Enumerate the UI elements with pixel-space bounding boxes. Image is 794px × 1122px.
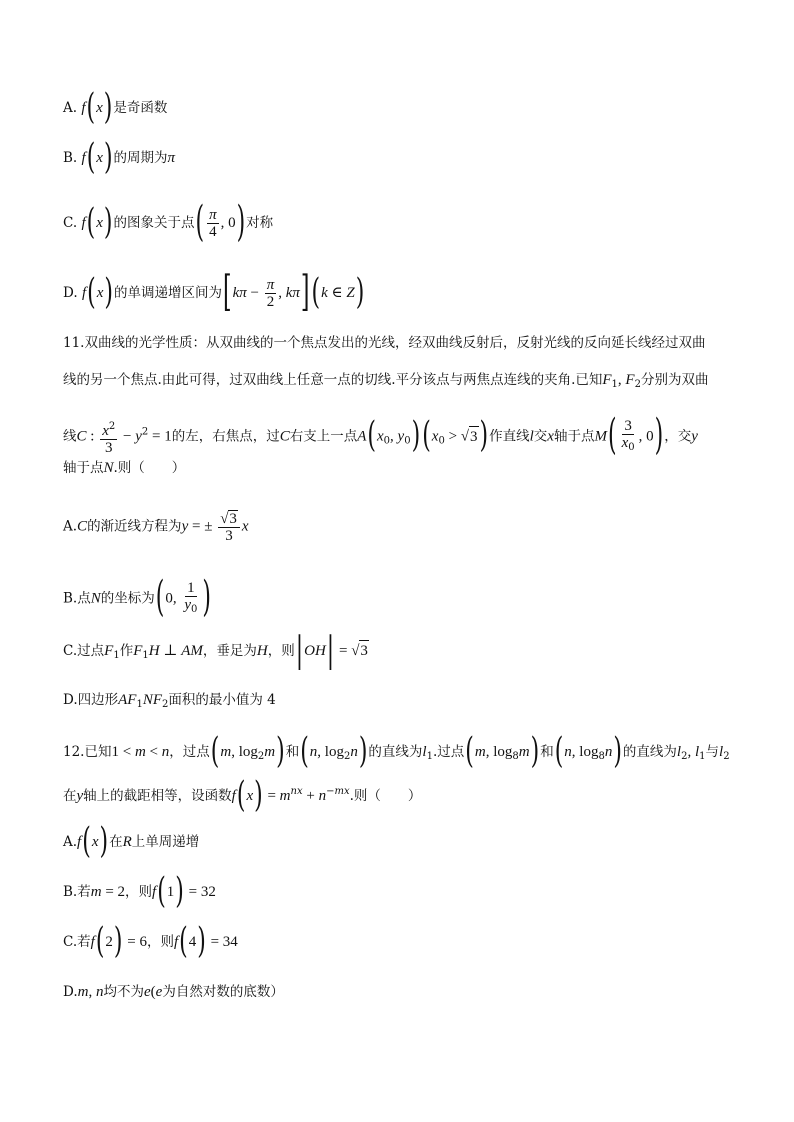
- q11-option-c: C.过点$F_1$作$F_1H$ ⊥ AM，垂足为H，则|OH| = √3: [63, 630, 368, 671]
- option-label: B.: [63, 884, 78, 900]
- option-label: C.: [63, 934, 78, 950]
- q11-stem-line4: 轴于点N.则（ ）: [63, 460, 186, 476]
- q10-option-a: A. f(x)是奇函数: [63, 87, 168, 128]
- option-label: A.: [63, 834, 78, 850]
- q11-option-a: A.C的渐近线方程为y = ± $\frac{√3}{3}$ x: [63, 511, 249, 544]
- q12-stem-line2: 在y轴上的截距相等，设函数$f(x) = m^{nx} + n^{-mx}$.则（ ）: [63, 775, 422, 816]
- q12-option-c: C.若f(2) = 6，则f(4) = 34: [63, 921, 238, 962]
- option-label: D.: [63, 692, 78, 708]
- option-label: B.: [63, 150, 78, 166]
- q10-option-d: D. f(x)的单调递增区间为[kπ − $\frac{\pi}{2}$ , kπ](k ∈ Z): [63, 268, 365, 317]
- q11-option-b: B.点N的坐标为(0, $\frac{1}{y_0}$ ): [63, 574, 211, 622]
- q10-option-b: B. f(x)的周期为π: [63, 137, 176, 178]
- q12-stem-line1: 12.已知1 < m < n，过点(m, $\log_2m$)和(n, $\log_2n$)的直线为$l_1$.过点(m, $\log_8m$)和(n, $\log_8n$)的直线为$l_2$, $l_1$与$l_2$: [63, 731, 730, 772]
- option-label: A.: [63, 518, 78, 535]
- q11-option-d: D.四边形$AF_1NF_2$面积的最小值为 4: [63, 692, 276, 710]
- q12-option-b: B.若m = 2，则f(1) = 32: [63, 871, 216, 912]
- q11-stem-line2: 线的另一个焦点.由此可得，过双曲线上任意一点的切线.平分该点与两焦点连线的夹角.已知$F_1$, $F_2$分别为双曲: [63, 372, 709, 390]
- q12-option-d: D.m, n均不为e(e为自然对数的底数）: [63, 984, 284, 1000]
- q11-stem-line3: 线C : $\frac{x^2}{3}$ − $y^2 = 1$的左，右焦点，过C右支上一点$A(x_0$, $y_0)(x_0 > √3)$作直线l交x轴于点M( $\frac{3}{x_0}$ , 0)，交y: [63, 412, 698, 460]
- q11-stem-line1: 11.双曲线的光学性质：从双曲线的一个焦点发出的光线，经双曲线反射后，反射光线的反向延长线经过双曲: [63, 335, 706, 351]
- q12-option-a: A.f(x)在R上单周递增: [63, 821, 200, 862]
- option-label: C.: [63, 215, 78, 231]
- option-label: C.: [63, 643, 78, 659]
- option-label: D.: [63, 984, 78, 1000]
- option-label: D.: [63, 285, 78, 301]
- q10-option-c: C. f(x)的图象关于点( $\frac{\pi}{4}$ , 0)对称: [63, 198, 274, 247]
- option-label: B.: [63, 590, 78, 607]
- option-label: A.: [63, 100, 78, 116]
